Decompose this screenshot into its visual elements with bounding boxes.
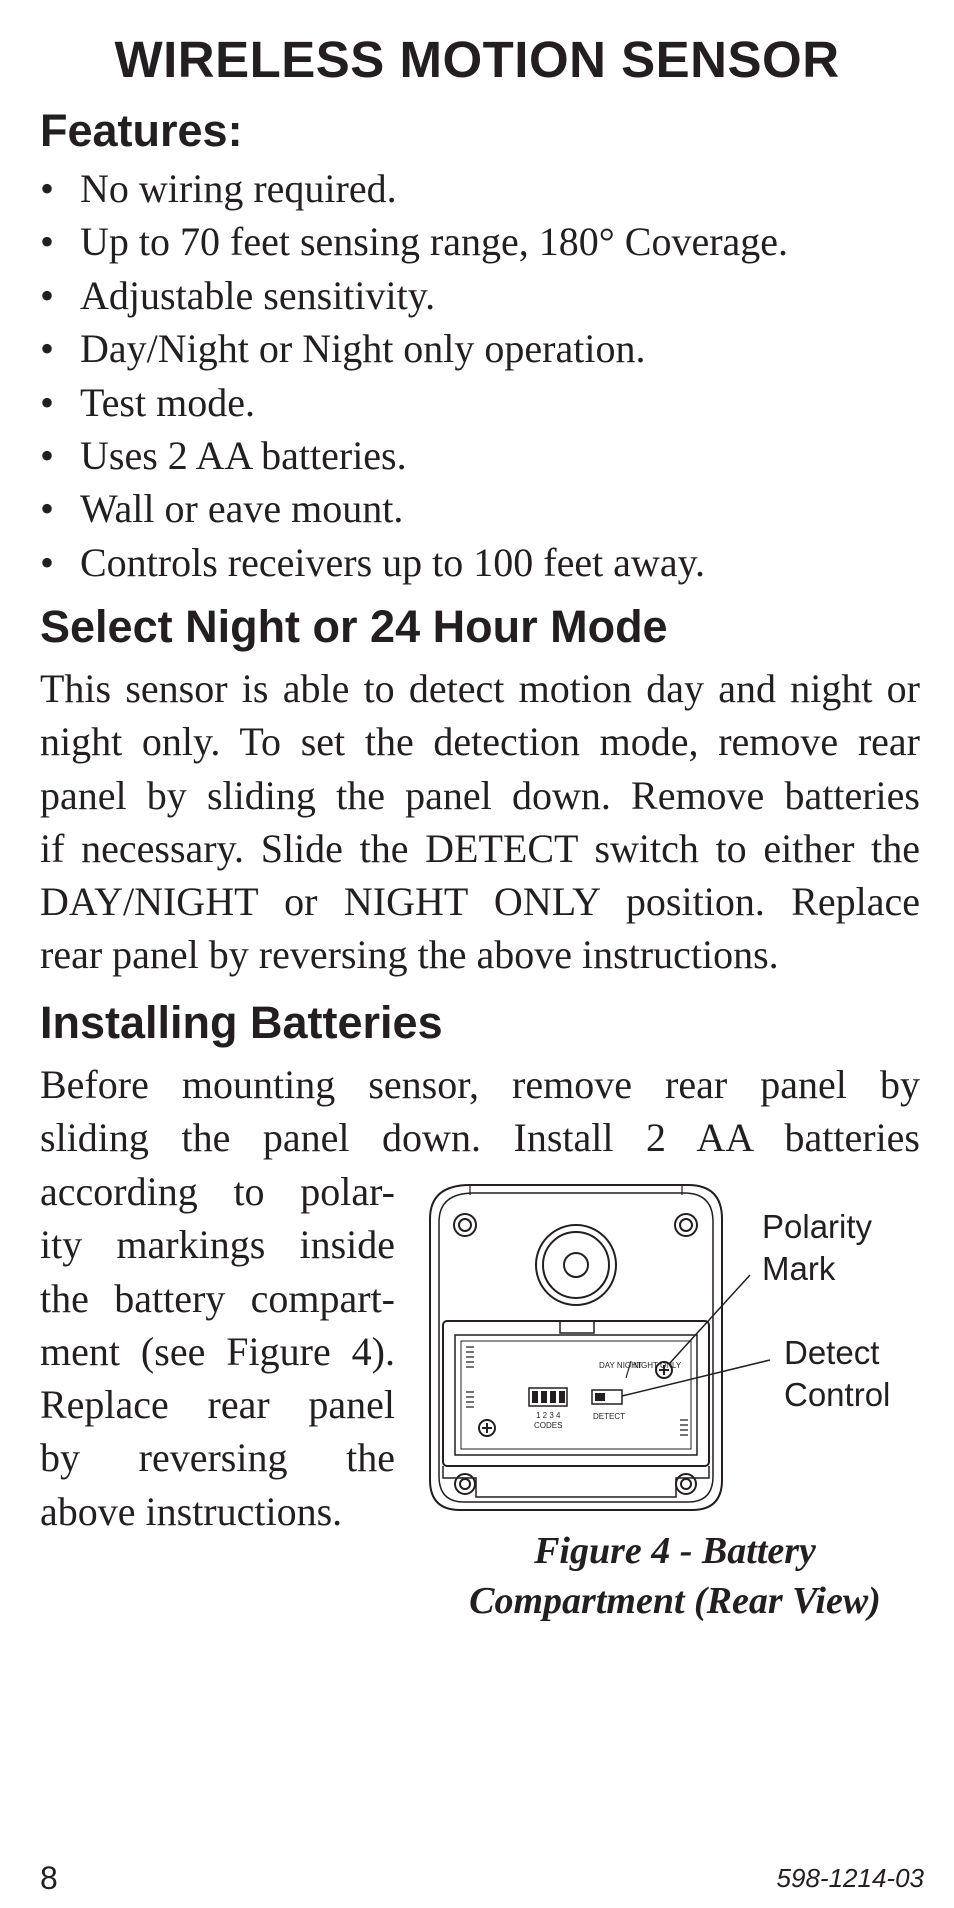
feature-item: • Uses 2 AA batteries. [40, 429, 788, 482]
feature-item: • Adjustable sensitivity. [40, 269, 788, 322]
feature-item: • Wall or eave mount. [40, 482, 788, 535]
callout-line: Polarity [762, 1208, 873, 1245]
feature-item: • Day/Night or Night only operation. [40, 322, 788, 375]
paragraph-line: Before mounting sensor, remove rear panel by [40, 1062, 920, 1107]
caption-line: Compartment (Rear View) [469, 1580, 881, 1622]
detect-control-callout [784, 1332, 890, 1416]
page-number: 8 [40, 1860, 58, 1896]
mode-section-heading: Select Night or 24 Hour Mode [40, 601, 668, 652]
feature-item: • Controls receivers up to 100 feet away. [40, 536, 788, 589]
caption-line: Figure 4 - Battery [534, 1530, 816, 1572]
page-title: WIRELESS MOTION SENSOR [114, 31, 840, 88]
figure-caption [430, 1526, 920, 1626]
paragraph-line: panel by sliding the panel down. Remove batteries [40, 772, 920, 818]
screw-hole-icon [675, 1214, 697, 1236]
paragraph-line: Replace rear panel [40, 1382, 395, 1428]
battery-spring-icon [466, 1347, 474, 1367]
day-night-label: DAY NIGHT [599, 1361, 642, 1370]
detect-label: DETECT [593, 1412, 625, 1421]
battery-spring-icon [680, 1420, 688, 1435]
paragraph-line: by reversing the [40, 1435, 395, 1481]
screw-hole-icon [676, 1474, 696, 1494]
battery-side-paragraph [40, 1165, 395, 1538]
callout-line: Detect [784, 1334, 880, 1371]
polarity-mark-callout [762, 1206, 872, 1290]
battery-section-heading: Installing Batteries [40, 997, 443, 1048]
mode-section-paragraph [40, 662, 920, 982]
night-only-label: NIGHT ONLY [633, 1361, 682, 1370]
codes-numbers-label: 1 2 3 4 [536, 1411, 561, 1420]
screw-hole-icon [455, 1474, 475, 1494]
paragraph-line: ity markings inside [40, 1222, 395, 1268]
document-code: 598-1214-03 [776, 1863, 924, 1893]
paragraph-line: the battery compart- [40, 1275, 395, 1321]
feature-item: • Test mode. [40, 376, 788, 429]
feature-item: • No wiring required. [40, 162, 788, 215]
codes-label: CODES [534, 1421, 563, 1430]
features-heading: Features: [40, 105, 243, 156]
callout-line: Control [784, 1376, 891, 1413]
paragraph-line: This sensor is able to detect motion day and night or [40, 666, 920, 711]
housing-bottom-edge [443, 1466, 709, 1497]
paragraph-line: rear panel by reversing the above instructions. [40, 932, 779, 978]
paragraph-line: above instructions. [40, 1488, 343, 1534]
features-list [40, 162, 788, 589]
callout-line: Mark [762, 1250, 836, 1287]
battery-intro-paragraph [40, 1058, 920, 1165]
battery-spring-icon [466, 1392, 474, 1407]
paragraph-line: according to polar- [40, 1169, 395, 1214]
paragraph-line: ment (see Figure 4). [40, 1328, 395, 1374]
paragraph-line: if necessary. Slide the DETECT switch to either the [40, 825, 920, 871]
paragraph-line: DAY/NIGHT or NIGHT ONLY position. Replace [40, 879, 920, 925]
screw-hole-icon [454, 1214, 476, 1236]
feature-item: • Up to 70 feet sensing range, 180° Coverage. [40, 215, 788, 268]
paragraph-line: night only. To set the detection mode, remove rear [40, 719, 920, 765]
battery-compartment-frame [443, 1321, 709, 1466]
paragraph-line: sliding the panel down. Install 2 AA batteries [40, 1115, 920, 1161]
lens-mount-icon [536, 1225, 616, 1305]
